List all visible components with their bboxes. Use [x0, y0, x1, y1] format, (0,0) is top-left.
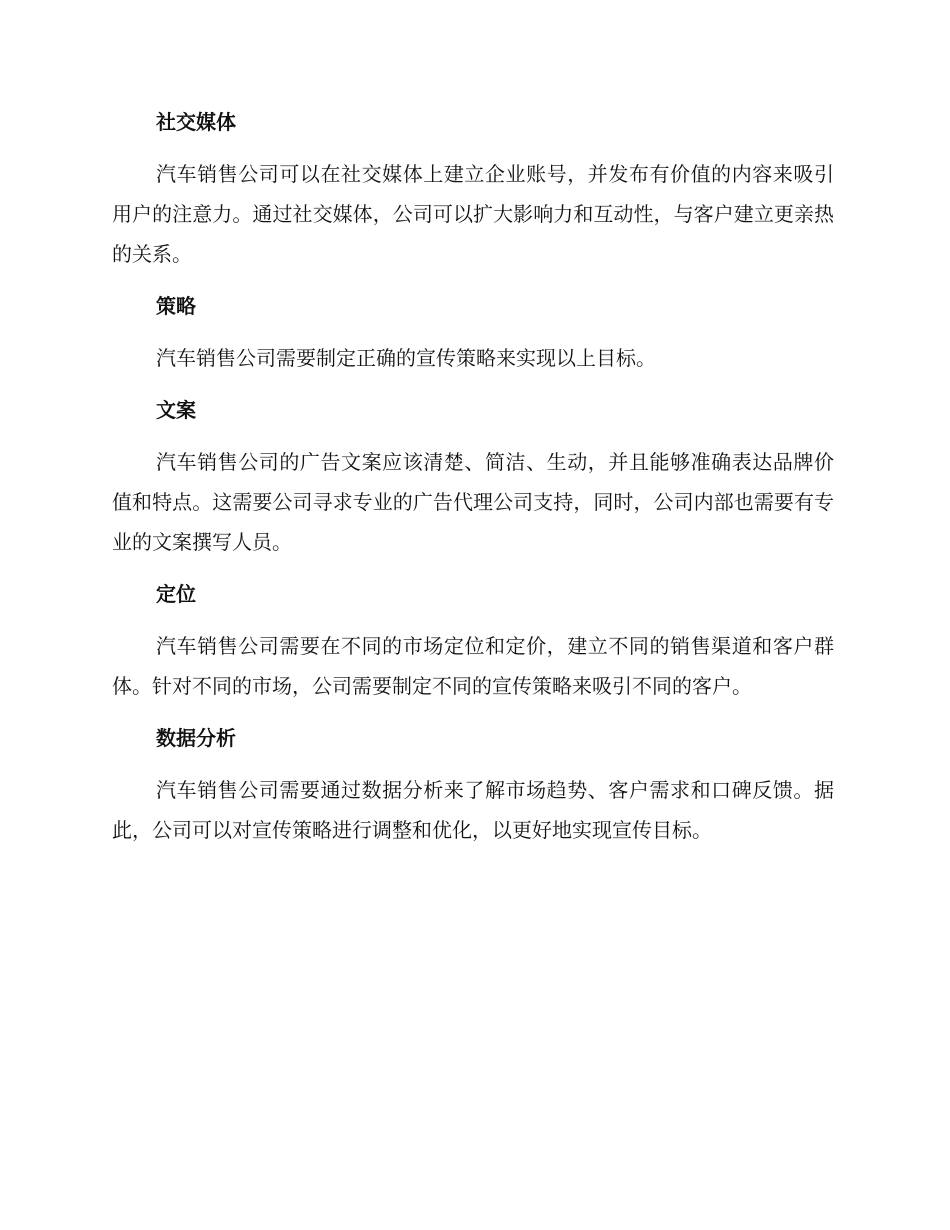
section-heading: 定位: [156, 582, 196, 606]
section-social-media: [112, 108, 834, 274]
section-positioning: [112, 580, 834, 706]
document-page: [112, 108, 834, 868]
section-heading: 社交媒体: [156, 110, 236, 134]
section-data-analysis: [112, 724, 834, 850]
section-heading: 文案: [156, 398, 196, 422]
section-heading: 数据分析: [156, 726, 236, 750]
section-paragraph: 汽车销售公司需要通过数据分析来了解市场趋势、客户需求和口碑反馈。据此，公司可以对宣传策略进行调整和优化，以更好地实现宣传目标。: [112, 778, 834, 842]
section-copywriting: [112, 396, 834, 562]
section-paragraph: 汽车销售公司的广告文案应该清楚、简洁、生动，并且能够准确表达品牌价值和特点。这需要公司寻求专业的广告代理公司支持，同时，公司内部也需要有专业的文案撰写人员。: [112, 450, 834, 554]
section-paragraph: 汽车销售公司需要在不同的市场定位和定价，建立不同的销售渠道和客户群体。针对不同的市场，公司需要制定不同的宣传策略来吸引不同的客户。: [112, 634, 834, 698]
section-strategy: [112, 292, 834, 378]
section-paragraph: 汽车销售公司可以在社交媒体上建立企业账号，并发布有价值的内容来吸引用户的注意力。通过社交媒体，公司可以扩大影响力和互动性，与客户建立更亲热的关系。: [112, 162, 834, 266]
section-heading: 策略: [156, 294, 196, 318]
section-paragraph: 汽车销售公司需要制定正确的宣传策略来实现以上目标。: [156, 346, 656, 370]
